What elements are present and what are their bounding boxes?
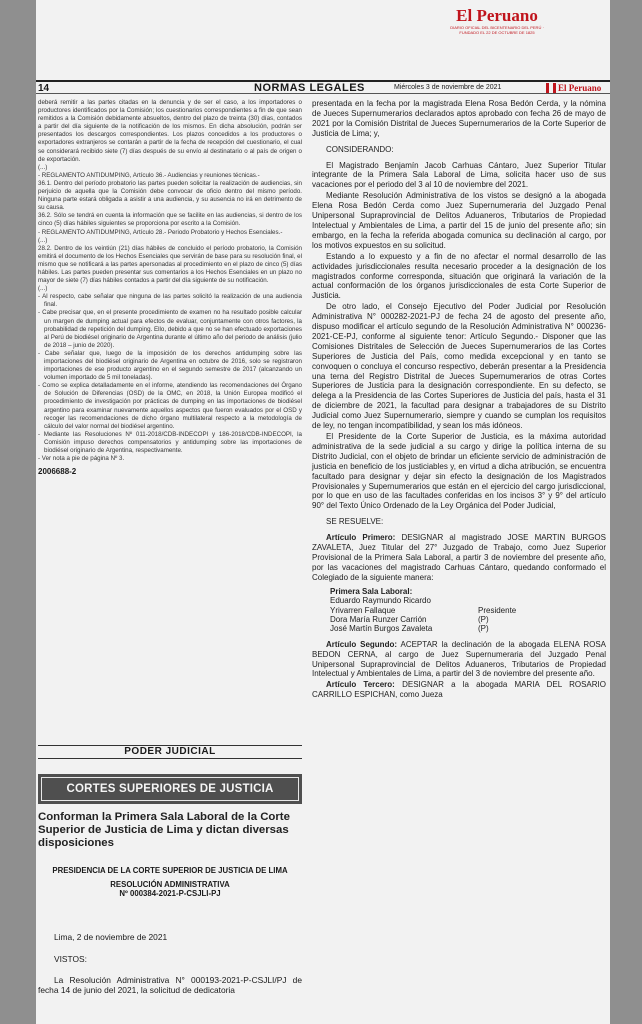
consideration-paragraph: El Presidente de la Corte Superior de Justicia, es la máxima autoridad administrativa de la sede judicial a su cargo y dirige la política interna de su Distrito Judicial, con el objeto de brindar un eficiente servicio de administración de justicia en beneficio de los justiciables y, en virtud a dicha atribución, se encuentra facultado para designar y dejar sin efecto la designación de los Magistrados Provisionales y Supernumerarios que están en el ejercicio del cargo jurisdiccional, por lo que en uso de las facultades conferidas en los incisos 3° y 9° del artículo 90° del Texto Único Ordenado de la Ley Orgánica del Poder Judicial, xyxy=(312,432,606,511)
considerations xyxy=(312,161,606,512)
page-header xyxy=(36,80,610,94)
left-paragraph: (...) xyxy=(38,163,48,171)
consideration-paragraph: De otro lado, el Consejo Ejecutivo del Poder Judicial por Resolución Administrativa N° 000282-2021-PJ de fecha 24 de agosto del presente año, dispuso modificar el artículo segundo de la Resolución Administrativa N° 000236-2021-CE-PJ, conforme al siguiente tenor: Artículo Segundo.- Disponer que las Comisiones Distritales de Selección de Jueces Supernumerarios de las Cortes Superiores de Justicia del País, como medida excepcional y en tanto se convoquen o concluya el concurso respectivo, deberán presentar a la Presidencia una terna del Registro Distrital de Jueces Supernumerarios de otras Cortes Superiores de Justicia para la designación correspondiente. En su defecto, se delega a la Presidencia de las Cortes Superiores de Justicia del país, hasta el 31 de diciembre de 2021, la facultad para designar a trabajadores de su Distrito Judicial como Juez Supernumerario, siempre y cuando se cumplan los requisitos de ley, no tengan incompatibilidad, y sean los más idóneos. xyxy=(312,302,606,431)
considerando-heading: CONSIDERANDO: xyxy=(326,144,394,154)
resolution-label: RESOLUCIÓN ADMINISTRATIVA xyxy=(110,880,230,889)
roster-row xyxy=(330,596,606,605)
left-paragraph: deberá remitir a las partes citadas en la denuncia y de ser el caso, a los importadores o productores identificados por la Comisión; los cuestionarios correspondientes a fin de que sean remitidos a la Comisión debidamente absueltos, dentro del plazo de treinta (30) días, contados a partir del día siguiente de la notificación de los mismos. En dicha absolución, podrán ser presentados los descargos correspondientes. Los plazos concedidos a los productores o exportadores extranjeros se contarán a partir de la fecha de recepción del cuestionario, el cual se considerará recibido siete (7) días después de su envío al destinatario o al país de origen o de exportación. xyxy=(38,99,302,163)
left-paragraph: (...) xyxy=(38,236,48,244)
roster-title: Primera Sala Laboral: xyxy=(330,586,413,596)
consideration-paragraph: Mediante Resolución Administrativa de los vistos se designó a la abogada Elena Rosa Bedón Cerda como Juez Supernumeraria del Juzgado Penal Unipersonal Supraprovincial de Delitos Aduaneros, Tributarios de Propiedad Intelectual y Ambientales de Lima, a partir del 15 de junio del presente año; sin embargo, en la fecha la referida abogada comunica su declinación al cargo, por los motivos expuestos en su solicitud. xyxy=(312,191,606,250)
roster-rows xyxy=(330,596,606,634)
article-first xyxy=(312,533,606,583)
masthead-logo: El Peruano xyxy=(456,6,538,25)
article-issuer-block xyxy=(38,866,302,898)
left-paragraph: - Ver nota a pie de página Nº 3. xyxy=(38,455,125,463)
left-paragraph: 36.2. Sólo se tendrá en cuenta la información que se facilite en las audiencias, si dentro de los cinco (5) días hábiles siguientes se proporciona por escrito a la Comisión. xyxy=(38,212,302,228)
category-banner xyxy=(38,774,302,804)
left-paragraph: - Cabe señalar que, luego de la imposición de los derechos antidumping sobre las importaciones del biodiésel originario de Argentina en octubre de 2016, solo se registraron importaciones de ese producto argentino en el segundo semestre de 2017 (alcanzando un volumen importado de 5 mil toneladas). xyxy=(38,349,302,382)
article-second-label: Artículo Segundo: xyxy=(326,639,398,649)
roster-row xyxy=(330,606,606,615)
article-third-label: Artículo Tercero: xyxy=(326,680,395,690)
section-title: NORMAS LEGALES xyxy=(254,82,365,94)
article-second-text: ACEPTAR la declinación de la abogada ELENA ROSA BEDON CERNA, al cargo de Juez Supernumeraria del Juzgado Penal Unipersonal Supraprovincial de Delitos Aduaneros, Tributarios de Propiedad Intelectual y Ambientales de Lima, a partir del 3 de noviembre del presente año. xyxy=(312,639,606,679)
se-resuelve-heading: SE RESUELVE: xyxy=(326,517,384,527)
masthead xyxy=(447,6,547,36)
left-paragraph: - Cabe precisar que, en el presente procedimiento de examen no ha resultado posible calcular un margen de dumping actual para efectos de evaluar, conjuntamente con otros factores, la probabilidad de repetición del dumping. Ello, debido a que no se han efectuado exportaciones al Perú de biodiésel originario de Argentina durante el último año del periodo de análisis (julio de 2018 – junio de 2020). xyxy=(38,309,302,349)
article-third xyxy=(312,680,606,700)
issuer: PRESIDENCIA DE LA CORTE SUPERIOR DE JUSTICIA DE LIMA xyxy=(52,866,288,875)
vistos-paragraph: La Resolución Administrativa N° 000193-2021-P-CSJLI/PJ de fecha 14 de junio del 2021, la solicitud de dedicatoria xyxy=(38,975,302,996)
newspaper-page xyxy=(36,0,610,1024)
consideration-paragraph: Estando a lo expuesto y a fin de no afectar el normal desarrollo de las actividades jurisdiccionales resulta necesario proceder a la designación de los magistrados conforme corresponda, situación que originará la variación de la actual conformación de los órganos jurisdiccionales de esta Corte Superior de Justicia. xyxy=(312,251,606,301)
article-third-text: DESIGNAR a la abogada MARIA DEL ROSARIO CARRILLO ESPICHAN, como Jueza xyxy=(312,680,606,700)
article-first-text: DESIGNAR al magistrado JOSE MARTIN BURGOS ZAVALETA, Juez Titular del 27° Juzgado de Trabajo, como Juez Superior Provisional de la Primera Sala Laboral, a partir 3 de noviembre del presente año, por las vacaciones del magistrado Carhuas Cántaro, quedando conformado el Colegiado de la siguiente manera: xyxy=(312,533,606,582)
document-code: 2006688-2 xyxy=(38,467,77,477)
left-paragraph: (...) xyxy=(38,285,48,293)
category-banner-label: CORTES SUPERIORES DE JUSTICIA xyxy=(41,777,299,801)
page-number: 14 xyxy=(38,83,50,94)
roster xyxy=(330,587,606,634)
roster-role: Presidente xyxy=(478,605,517,615)
roster-row xyxy=(330,624,606,633)
left-paragraph: 36.1. Dentro del período probatorio las partes pueden solicitar la realización de audiencias, sin perjuicio de aquella que la Comisión debe convocar de oficio dentro del mismo período. Ninguna parte estará obligada a asistir a una audiencia, y su ausencia no irá en detrimento de su causa. xyxy=(38,179,302,212)
intro-paragraph: presentada en la fecha por la magistrada Elena Rosa Bedón Cerda, y la nómina de Jueces Supernumerarios declarados aptos aprobado con fecha 26 de mayo de 2021 por la Comisión Distrital de Jueces Supernumerarios de la Corte Superior de Justicia de Lima; y, xyxy=(312,99,606,138)
roster-name: Yrivarren Fallaque xyxy=(330,605,396,615)
left-paragraph: 28.2. Dentro de los veintiún (21) días hábiles de concluido el período probatorio, la Comisión emitirá el documento de los Hechos Esenciales que servirán de base para su resolución final, el mismo que se notificará a las partes apersonadas al procedimiento en el plazo de cinco (5) días hábiles. Las partes pueden presentar sus comentarios a los Hechos Esenciales en un plazo no mayor de siete (7) días hábiles contados a partir del día siguiente de su notificación. xyxy=(38,244,302,285)
roster-name: José Martín Burgos Zavaleta xyxy=(330,624,433,634)
roster-row xyxy=(330,615,606,624)
article-second xyxy=(312,640,606,680)
left-column xyxy=(38,99,302,476)
left-paragraph: - Como se explica detalladamente en el informe, atendiendo las recomendaciones del Órgano de Solución de Diferencias (OSD) de la OMC, en 2018, la Unión Europea modificó el procedimiento de investigación por prácticas de dumping en las importaciones de biodiésel argentino para examinar nuevamente aquellos aspectos que fueron evaluados por el OSD y recoger las recomendaciones de dicho órgano multilateral respecto a la metodología de cálculo del valor normal del biodiésel argentino. xyxy=(38,382,302,430)
header-brand: El Peruano xyxy=(558,83,602,93)
peru-flag-icon xyxy=(546,83,556,93)
right-column xyxy=(312,99,606,701)
roster-name: Dora María Runzer Carrión xyxy=(330,614,427,624)
left-paragraph: - REGLAMENTO ANTIDUMPING, Artículo 36.- Audiencias y reuniones técnicas.- xyxy=(38,171,260,179)
vistos-heading: VISTOS: xyxy=(54,954,87,964)
article-first-label: Artículo Primero: xyxy=(326,533,396,543)
left-paragraph: - Mediante las Resoluciones Nº 011-2018/CDB-INDECOPI y 186-2018/CDB-INDECOPI, la Comisión impuso derechos compensatorios y antidumping sobre las importaciones de biodiésel originario de Argentina, respectivamente. xyxy=(38,430,302,455)
resolution-number: Nº 000384-2021-P-CSJLI-PJ xyxy=(119,889,221,898)
roster-role: (P) xyxy=(478,614,489,624)
section-bar-poder-judicial: PODER JUDICIAL xyxy=(38,745,302,759)
place-date: Lima, 2 de noviembre de 2021 xyxy=(54,932,168,942)
consideration-paragraph: El Magistrado Benjamín Jacob Carhuas Cántaro, Juez Superior Titular integrante de la Primera Sala Laboral de Lima, solicita hacer uso de sus vacaciones por el periodo del 3 al 10 de noviembre del 2021. xyxy=(312,160,606,190)
article-title: Conforman la Primera Sala Laboral de la Corte Superior de Justicia de Lima y dictan diversas disposiciones xyxy=(38,811,290,849)
issue-date: Miércoles 3 de noviembre de 2021 xyxy=(394,84,502,91)
roster-role: (P) xyxy=(478,624,489,634)
left-column-text xyxy=(38,99,302,463)
left-paragraph: - REGLAMENTO ANTIDUMPING, Artículo 28.- Periodo Probatorio y Hechos Esenciales.- xyxy=(38,228,283,236)
left-paragraph: - Al respecto, cabe señalar que ninguna de las partes solicitó la realización de una audiencia final. xyxy=(38,293,302,309)
roster-name: Eduardo Raymundo Ricardo xyxy=(330,596,431,606)
masthead-tagline: DIARIO OFICIAL DEL BICENTENARIO DEL PERÚ · FUNDADO EL 22 DE OCTUBRE DE 1825 xyxy=(450,25,544,35)
